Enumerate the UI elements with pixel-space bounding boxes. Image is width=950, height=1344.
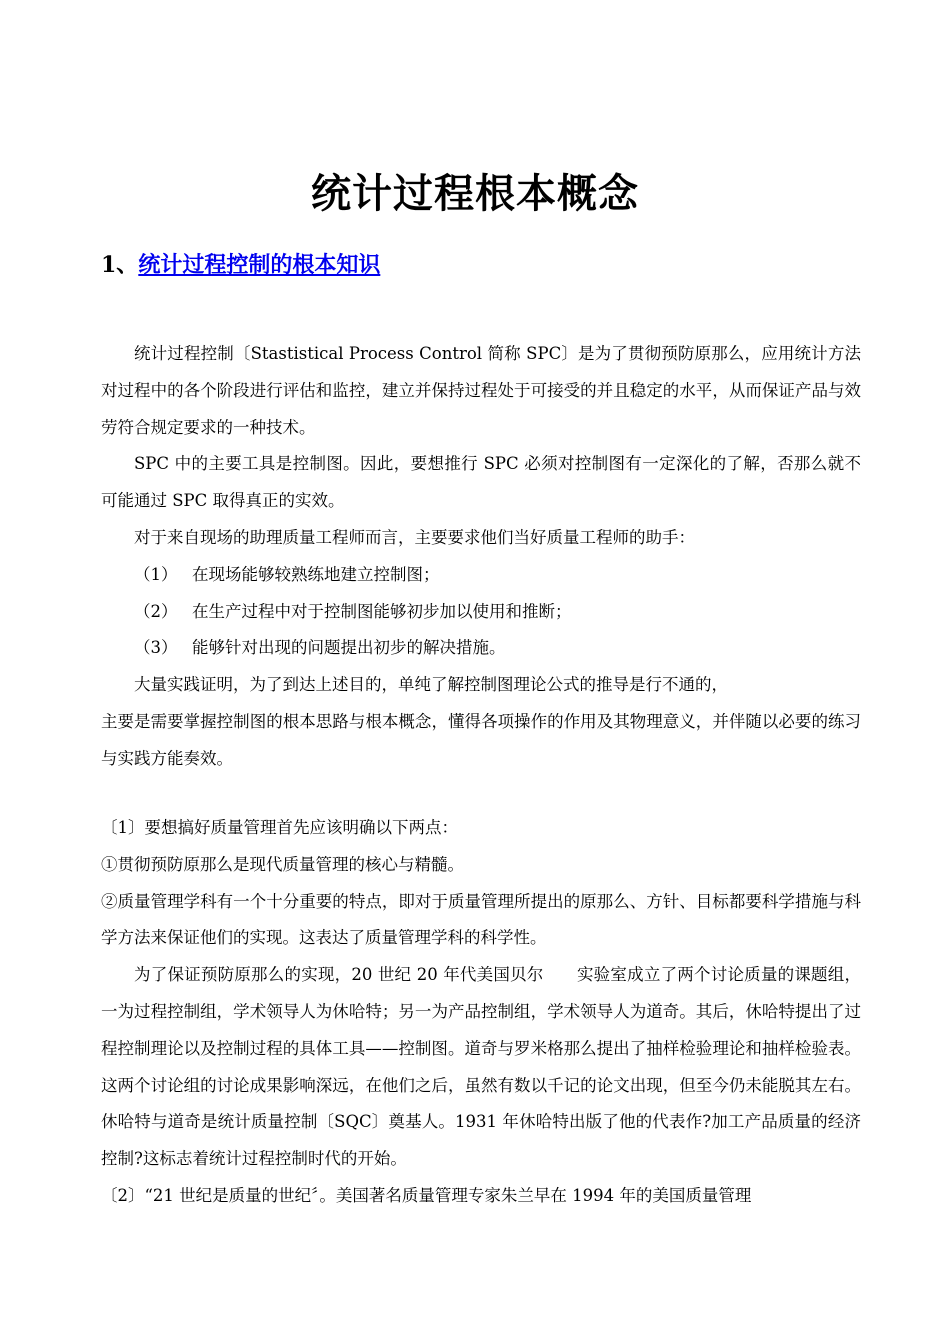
point-2: 〔2〕“21 世纪是质量的世纪〞。美国著名质量管理专家朱兰早在 1994 年的美国质量管理 — [101, 1185, 752, 1205]
point-1a: ①贯彻预防原那么是现代质量管理的核心与精髓。 — [101, 854, 464, 874]
paragraph-spc-definition: 统计过程控制〔Stastistical Process Control 简称 SPC〕是为了贯彻预防原那么，应用统计方法对过程中的各个阶段进行评估和监控，建立并保持过程处于可接受的并且稳定的水平，从而保证产品与效劳符合规定要求的一种技术。 — [101, 344, 861, 437]
section-number: 1、 — [101, 252, 139, 278]
paragraph-practice-a: 大量实践证明，为了到达上述目的，单纯了解控制图理论公式的推导是行不通的， — [134, 675, 728, 695]
point-1: 〔1〕要想搞好质量管理首先应该明确以下两点： — [101, 818, 458, 837]
point-1b: ②质量管理学科有一个十分重要的特点，即对于质量管理所提出的原那么、方针、目标都要科学措施与科学方法来保证他们的实现。这表达了质量管理学科的科学性。 — [101, 891, 861, 948]
paragraph-spc-tool: SPC 中的主要工具是控制图。因此，要想推行 SPC 必须对控制图有一定深化的了解，否那么就不可能通过 SPC 取得真正的实效。 — [101, 454, 861, 511]
paragraph-practice-b: 主要是需要掌握控制图的根本思路与根本概念，懂得各项操作的作用及其物理意义，并伴随以必要的练习与实践方能奏效。 — [101, 711, 861, 768]
list-item: （2） 在生产过程中对于控制图能够初步加以使用和推断； — [134, 601, 572, 621]
document-title: 统计过程根本概念 — [311, 170, 639, 217]
list-item: （1） 在现场能够较熟练地建立控制图； — [134, 564, 440, 584]
section-heading — [101, 248, 380, 282]
body-block-1 — [101, 336, 861, 778]
body-block-2 — [101, 810, 861, 1215]
section-heading-link[interactable]: 统计过程控制的根本知识 — [138, 252, 381, 278]
list-item: （3） 能够针对出现的问题提出初步的解决措施。 — [134, 638, 506, 658]
paragraph-history: 为了保证预防原那么的实现，20 世纪 20 年代美国贝尔 实验室成立了两个讨论质量的课题组，一为过程控制组，学术领导人为休哈特；另一为产品控制组，学术领导人为道奇。其后，休哈特提出了过程控制理论以及控制过程的具体工具——控制图。道奇与罗米格那么提出了抽样检验理论和抽样检验表。这两个讨论组的讨论成果影响深远，在他们之后，虽然有数以千记的论文出现，但至今仍未能脱其左右。休哈特与道奇是统计质量控制〔SQC〕奠基人。1931 年休哈特出版了他的代表作?加工产品质量的经济控制?这标志着统计过程控制时代的开始。 — [101, 965, 861, 1169]
paragraph-assistant-role: 对于来自现场的助理质量工程师而言，主要要求他们当好质量工程师的助手： — [134, 527, 695, 547]
